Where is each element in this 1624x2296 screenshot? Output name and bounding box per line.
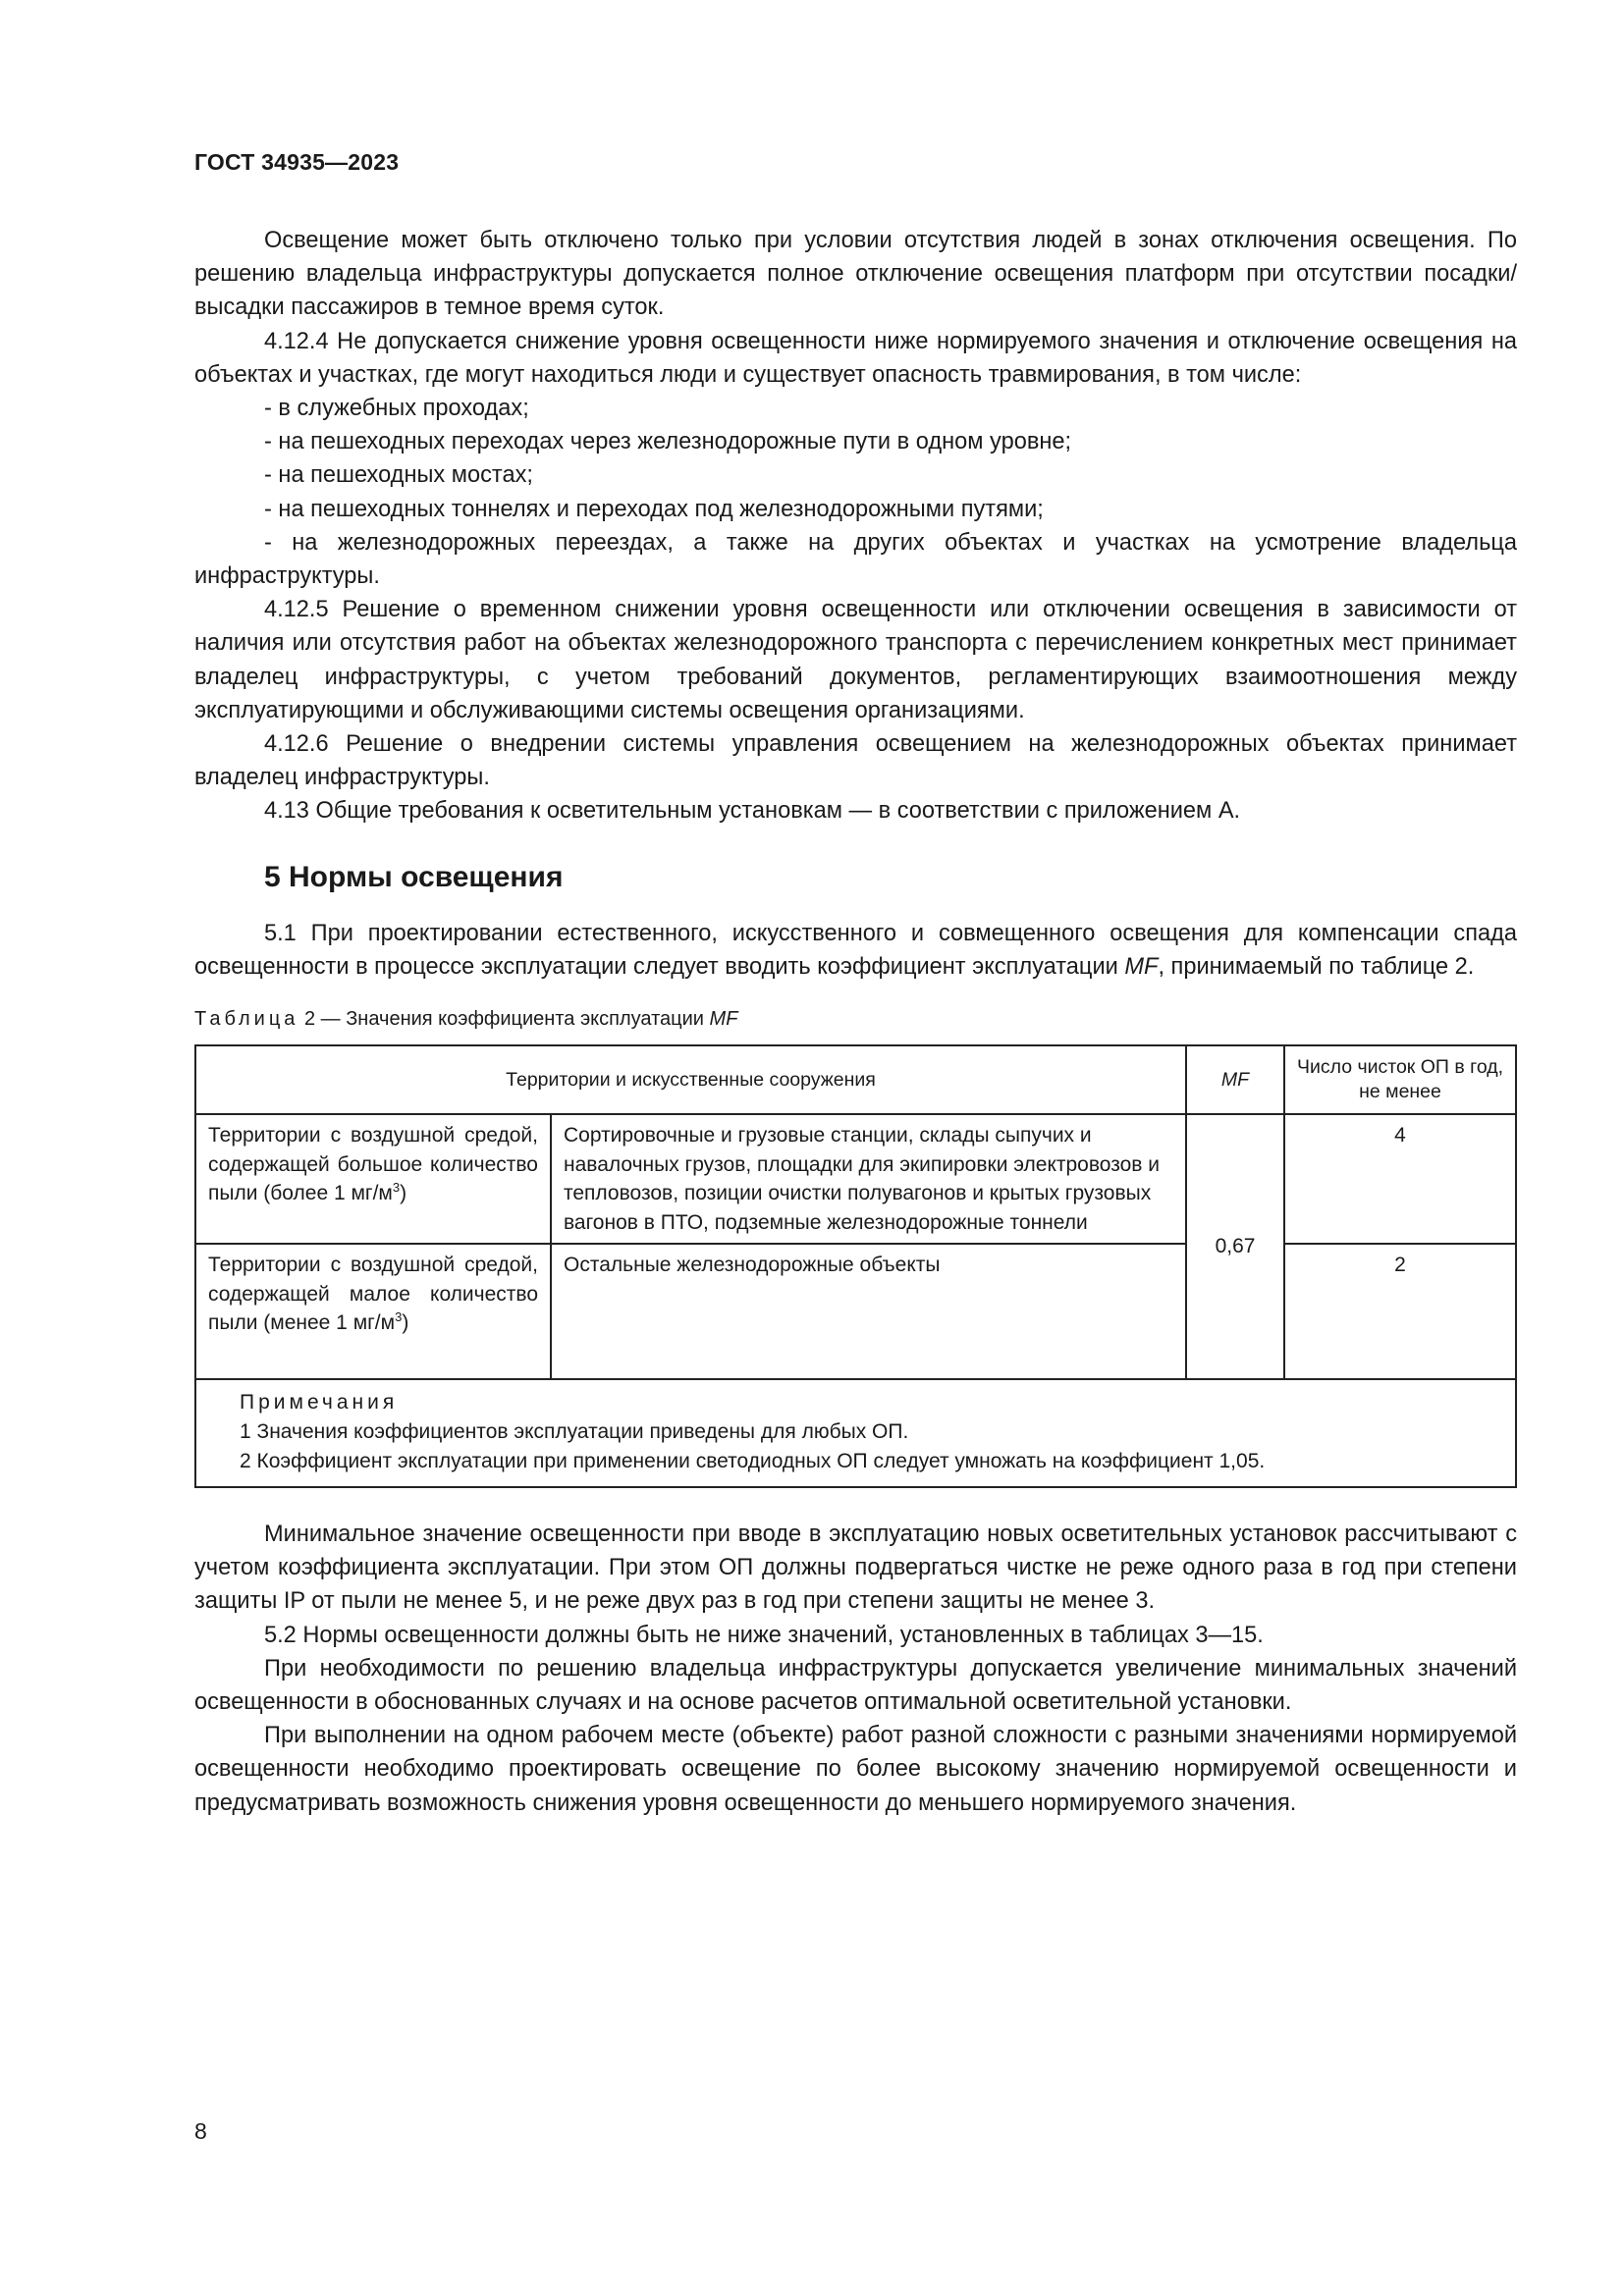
page-number: 8 [194,2118,207,2144]
list-item: - в служебных проходах; [264,396,529,422]
row-1-territory-text: Территории с воздушной средой, содержащей большое количество пыли (более 1 мг/м [208,1124,538,1205]
caption-mf: MF [709,1008,738,1031]
list-item: - на железнодорожных переездах, а также на других объектах и участках на усмотрение владельца инфраструктуры. [194,529,1517,590]
list-item: - на пешеходных мостах; [264,462,533,489]
paragraph-4-12-6: 4.12.6 Решение о внедрении системы управления освещением на железнодорожных объектах принимает владелец инфраструктуры. [194,731,1517,791]
header-mf [1186,1045,1284,1114]
header-mf-text: MF [1220,1068,1250,1091]
caption-text: 2 — Значения коэффициента эксплуатации [298,1008,710,1031]
note-item: 1 Значения коэффициентов эксплуатации приведены для любых ОП. [240,1420,909,1444]
row-2-description: Остальные железнодорожные объекты [551,1244,1186,1379]
table-header-row [195,1045,1516,1114]
table-row [195,1114,1516,1244]
mf-symbol: MF [1124,953,1159,980]
paragraph-min-illuminance: Минимальное значение освещенности при вводе в эксплуатацию новых осветительных установок рассчитывают с учетом коэффициента эксплуатации. При этом ОП должны подвергаться чистке не реже одного раза в год при степени защиты IP от пыли не менее 5, и не реже двух раз в год при степени защиты не менее 3. [194,1522,1517,1615]
header-count: Число чисток ОП в год, не менее [1284,1045,1516,1114]
section-5-title: 5 Нормы освещения [264,860,564,893]
row-1-count: 4 [1284,1114,1516,1244]
row-1-territory-tail: ) [400,1182,407,1205]
paragraph-4-12-5: 4.12.5 Решение о временном снижении уровня освещенности или отключении освещения в зависимости от наличия или отсутствия работ на объектах железнодорожного транспорта с перечислением конкретных мест принимает владелец инфраструктуры, с учетом требований документов, регламентирующих взаимоотношения между эксплуатирующими и обслуживающими системы освещения организациями. [194,597,1517,723]
paragraph-increase: При необходимости по решению владельца инфраструктуры допускается увеличение минимальных значений освещенности в обоснованных случаях и на основе расчетов оптимальной осветительной установки. [194,1655,1517,1716]
paragraph-5-1 [194,917,1517,984]
list-item: - на пешеходных переходах через железнодорожные пути в одном уровне; [264,429,1072,455]
row-2-territory-sup: 3 [395,1309,403,1325]
document-code: ГОСТ 34935—2023 [194,149,400,175]
caption-word: Таблица [194,1008,299,1031]
note-item: 2 Коэффициент эксплуатации при применении светодиодных ОП следует умножать на коэффициент 1,05. [240,1450,1266,1473]
mf-value: 0,67 [1186,1114,1284,1379]
table-2 [194,1044,1517,1488]
notes-title: Примечания [240,1391,399,1415]
row-1-description: Сортировочные и грузовые станции, склады сыпучих и навалочных грузов, площадки для экипировки электровозов и тепловозов, позиции очистки полувагонов и крытых грузовых вагонов в ПТО, подземные железнодорожные тоннели [551,1114,1186,1244]
list-item: - на пешеходных тоннелях и переходах под железнодорожными путями; [264,496,1044,522]
paragraph-5-1-text: 5.1 При проектировании естественного, искусственного и совмещенного освещения для компенсации спада освещенности в процессе эксплуатации следует вводить коэффициент эксплуатации [194,920,1517,980]
notes-row [195,1379,1516,1487]
table-notes [195,1379,1516,1487]
row-2-territory-tail: ) [402,1311,409,1335]
paragraph-lighting-off: Освещение может быть отключено только при условии отсутствия людей в зонах отключения освещения. По решению владельца инфраструктуры допускается полное отключение освещения платформ при отсутствии посадки/высадки пассажиров в темное время суток. [194,228,1517,321]
table-2-caption [194,1005,1517,1033]
table-row [195,1244,1516,1379]
paragraph-4-13: 4.13 Общие требования к осветительным установкам — в соответствии с приложением А. [264,798,1241,825]
row-2-territory-text: Территории с воздушной средой, содержащей малое количество пыли (менее 1 мг/м [208,1254,538,1335]
body-text [194,224,1517,1820]
paragraph-5-2: 5.2 Нормы освещенности должны быть не ниже значений, установленных в таблицах 3—15. [264,1622,1264,1648]
paragraph-work-complexity: При выполнении на одном рабочем месте (объекте) работ разной сложности с разными значениями нормируемой освещенности необходимо проектировать освещение по более высокому значению нормируемой освещенности и предусматривать возможность снижения уровня освещенности до меньшего нормируемого значения. [194,1723,1517,1816]
row-1-territory-sup: 3 [392,1180,401,1196]
paragraph-5-1-tail: , принимаемый по таблице 2. [1158,953,1475,980]
row-2-count: 2 [1284,1244,1516,1379]
row-2-territory [195,1244,551,1379]
row-1-territory [195,1114,551,1244]
header-territories: Территории и искусственные сооружения [195,1045,1186,1114]
paragraph-4-12-4: 4.12.4 Не допускается снижение уровня освещенности ниже нормируемого значения и отключение освещения на объектах и участках, где могут находиться люди и существует опасность травмирования, в том числе: [194,328,1517,388]
